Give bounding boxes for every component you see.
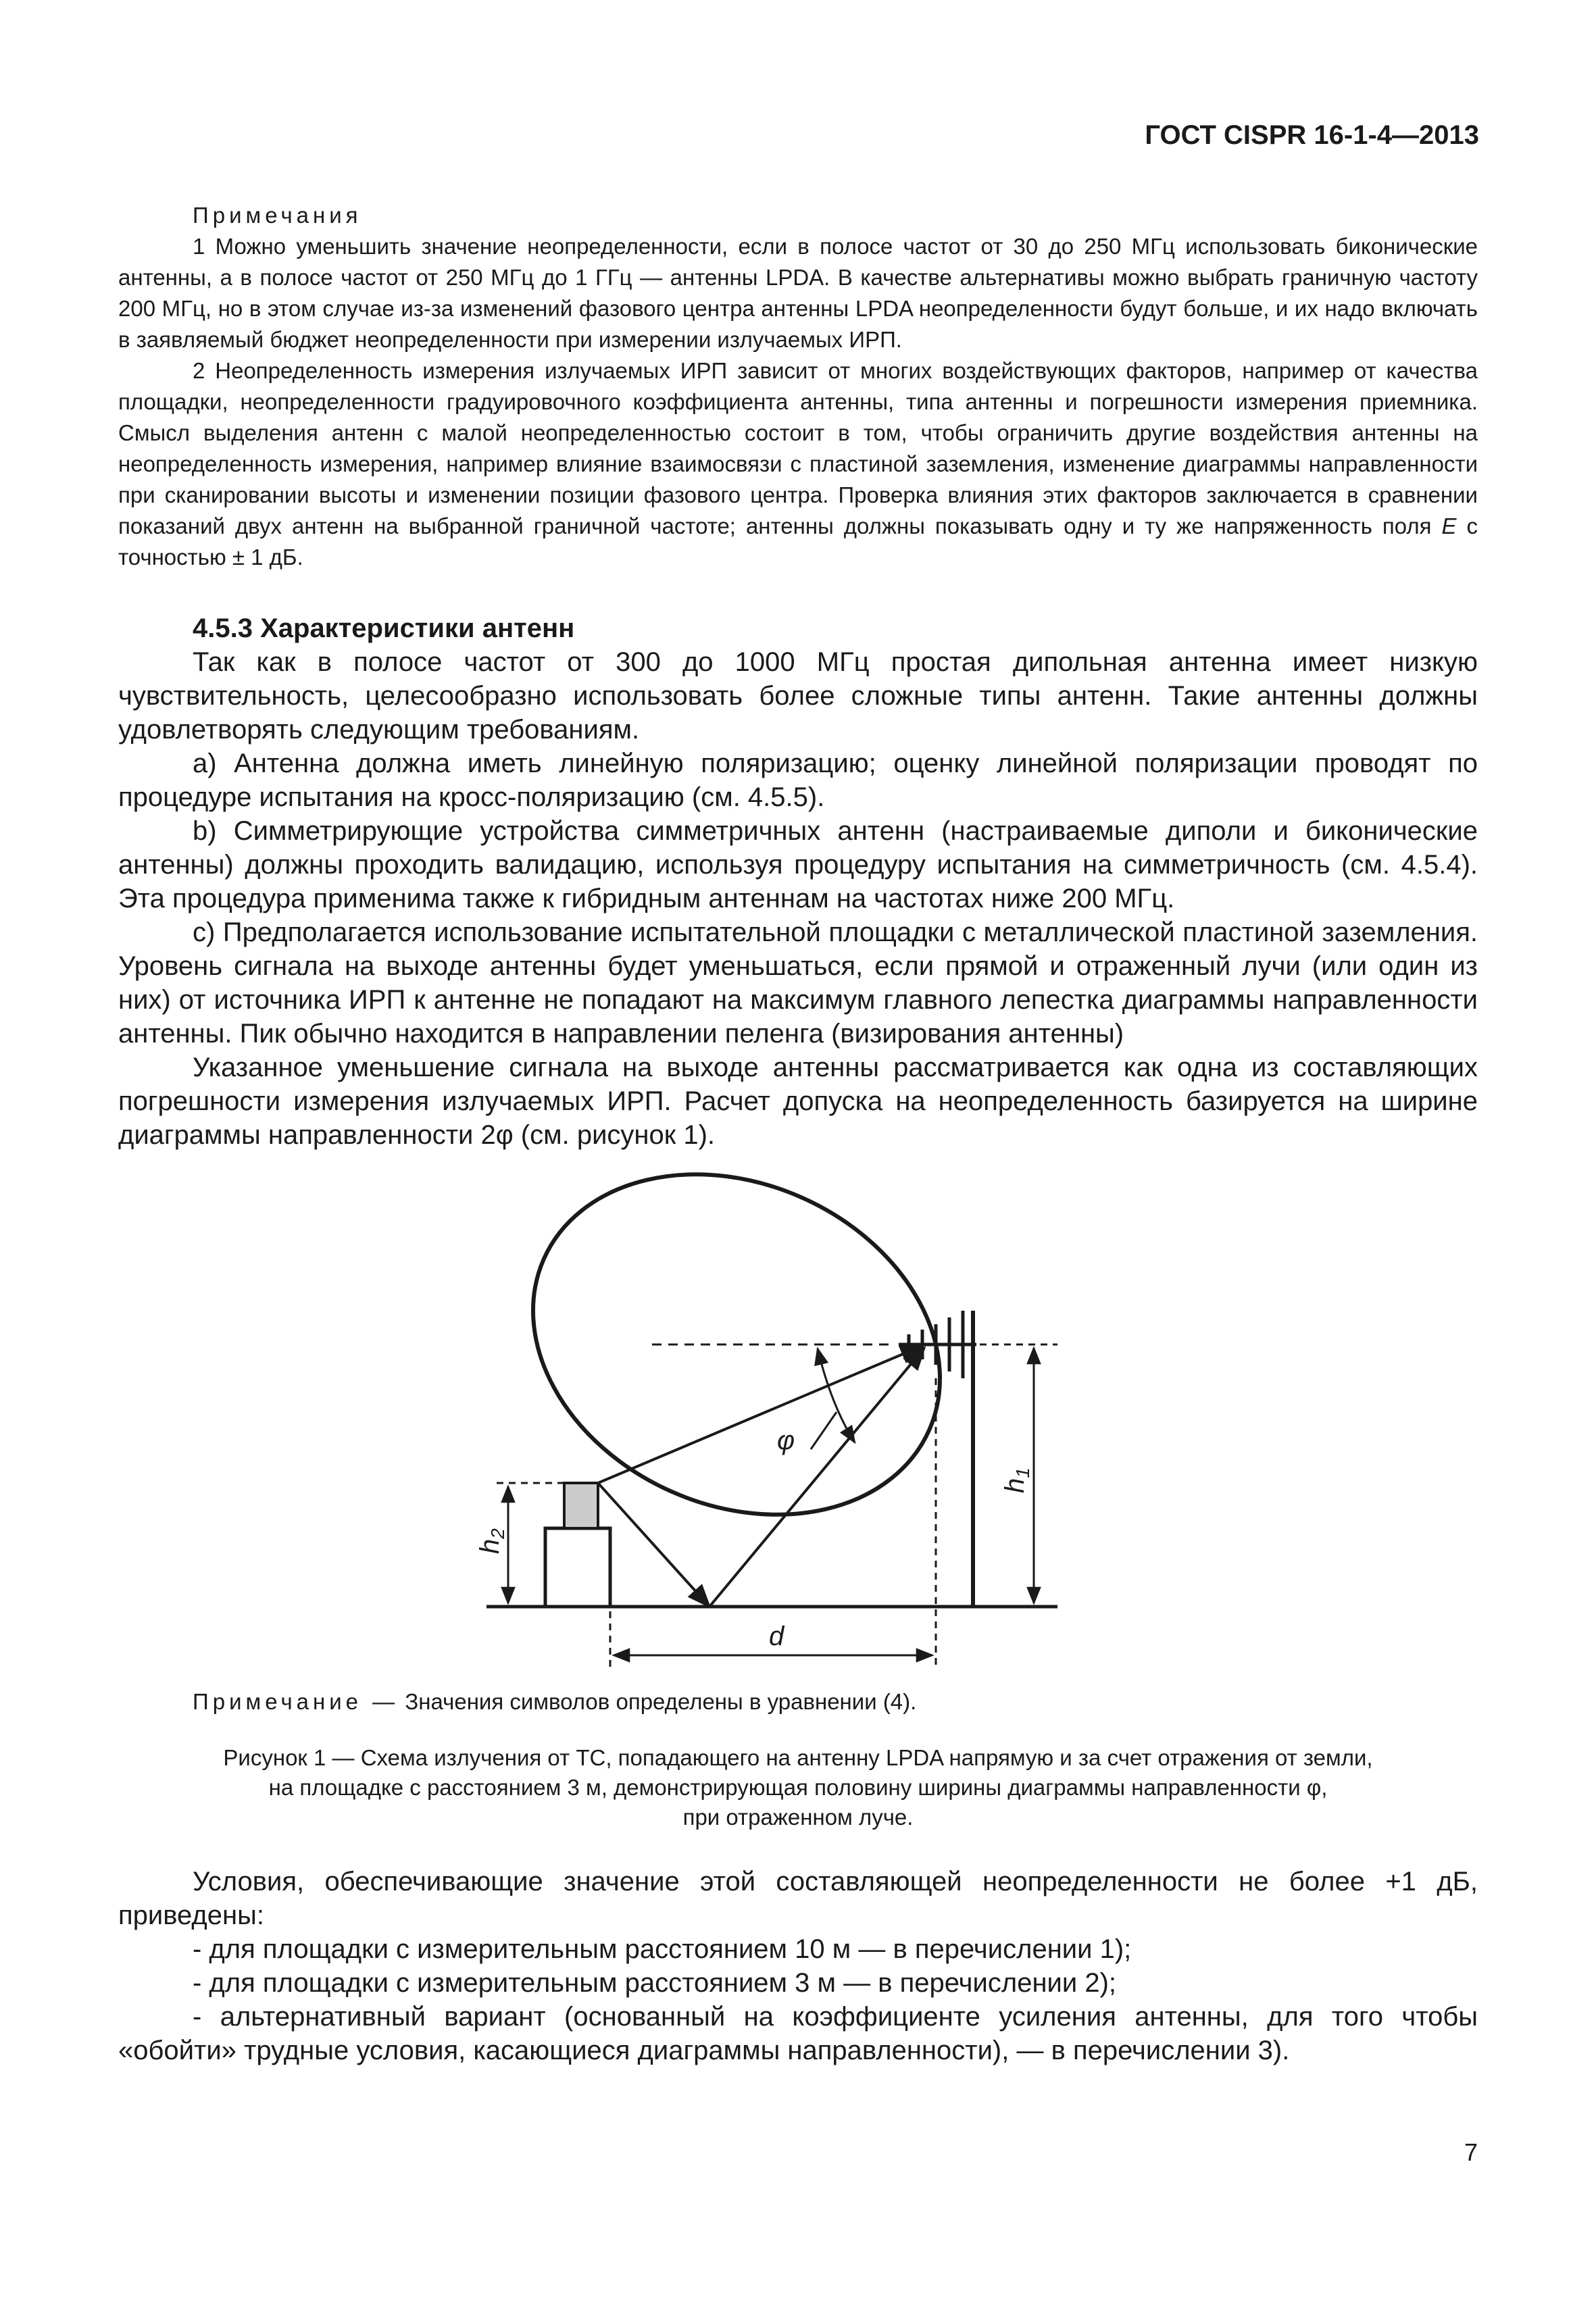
conditions-block bbox=[118, 1865, 1478, 2067]
notes-block bbox=[118, 200, 1478, 573]
note-2 bbox=[118, 355, 1478, 573]
document-header: ГОСТ CISPR 16-1-4—2013 bbox=[1145, 120, 1479, 150]
figure-1-diagram bbox=[0, 1162, 1596, 1651]
conditions-paragraph: Условия, обеспечивающие значение этой составляющей неопределенности не более +1 дБ, приведены: bbox=[118, 1867, 1478, 1930]
figure-note-text: Значения символов определены в уравнении (4). bbox=[405, 1689, 917, 1714]
section-paragraph-1: Так как в полосе частот от 300 до 1000 МГц простая дипольная антенна имеет низкую чувствительность, целесообразно использовать более сложные типы антенн. Такие антенны должны удовлетворять следующим требованиям. bbox=[118, 647, 1478, 745]
caption-line-3: при отраженном луче. bbox=[682, 1805, 914, 1830]
section-block bbox=[118, 611, 1478, 1152]
phi-label: φ bbox=[777, 1426, 795, 1455]
direct-ray bbox=[598, 1346, 922, 1483]
section-title: 4.5.3 Характеристики антенн bbox=[193, 613, 575, 643]
eut-device bbox=[564, 1483, 598, 1528]
note-2-end: с точностью ± 1 дБ. bbox=[118, 513, 1478, 570]
figure-note-prefix: Примечание — bbox=[193, 1689, 399, 1714]
conditions-item-3: - альтернативный вариант (основанный на коэффициенте усиления антенны, для того чтобы «обойти» трудные условия, касающиеся диаграммы направленности), — в перечислении 3). bbox=[118, 2002, 1478, 2065]
h2-label: $h_2$ bbox=[475, 1528, 508, 1554]
h1-label: $h_1$ bbox=[1000, 1467, 1033, 1493]
d-label: d bbox=[769, 1621, 784, 1651]
figure-note bbox=[193, 1689, 916, 1715]
note-1: 1 Можно уменьшить значение неопределенности, если в полосе частот от 30 до 250 МГц использовать биконические антенны, а в полосе частот от 250 МГц до 1 ГГц — антенны LPDA. В качестве альтернативы можно выбрать граничную частоту 200 МГц, но в этом случае из-за изменений фазового центра антенны LPDA неопределенности будут больше, и их надо включать в заявляемый бюджет неопределенности при измерении излучаемых ИРП. bbox=[118, 234, 1478, 352]
section-paragraph-b: b) Симметрирующие устройства симметричных антенн (настраиваемые диполи и биконические антенны) должны проходить валидацию, используя процедуру испытания на симметричность (см. 4.5.4). Эта процедура применима также к гибридным антеннам на частотах ниже 200 МГц. bbox=[118, 816, 1478, 913]
conditions-item-2: - для площадки с измерительным расстоянием 3 м — в перечислении 2); bbox=[193, 1968, 1117, 1998]
phi-leader bbox=[811, 1412, 837, 1449]
section-paragraph-a: a) Антенна должна иметь линейную поляризацию; оценку линейной поляризации проводят по процедуре испытания на кросс-поляризацию (см. 4.5.5). bbox=[118, 749, 1478, 812]
page-number: 7 bbox=[1464, 2138, 1478, 2166]
field-symbol: E bbox=[1441, 513, 1457, 538]
caption-line-2: на площадке с расстоянием 3 м, демонстрирующая половину ширины диаграммы направленности φ, bbox=[268, 1775, 1328, 1800]
figure-caption bbox=[135, 1743, 1461, 1832]
phi-angle-arc bbox=[818, 1349, 855, 1442]
note-2-text: 2 Неопределенность измерения излучаемых ИРП зависит от многих воздействующих факторов, например от качества площадки, неопределенности градуировочного коэффициента антенны, типа антенны и погрешности измерения приемника. Смысл выделения антенн с малой неопределенностью состоит в том, чтобы ограничить другие воздействия антенны на неопределенность измерения, например влияние взаимосвязи с пластиной заземления, изменение диаграммы направленности при сканировании высоты и изменении позиции фазового центра. Проверка влияния этих факторов заключается в сравнении показаний двух антенн на выбранной граничной частоте; антенны должны показывать одну и ту же напряженность поля bbox=[118, 358, 1478, 538]
caption-line-1: Рисунок 1 — Схема излучения от ТС, попадающего на антенну LPDA напрямую и за счет отражения от земли, bbox=[223, 1745, 1373, 1770]
conditions-item-1: - для площадки с измерительным расстоянием 10 м — в перечислении 1); bbox=[193, 1934, 1132, 1964]
eut-table bbox=[545, 1528, 610, 1607]
notes-title: Примечания bbox=[193, 203, 362, 228]
section-paragraph-c: c) Предполагается использование испытательной площадки с металлической пластиной заземления. Уровень сигнала на выходе антенны будет уменьшаться, если прямой и отраженный лучи (или один из них) от источника ИРП к антенне не попадают на максимум главного лепестка диаграммы направленности антенны. Пик обычно находится в направлении пеленга (визирования антенны) bbox=[118, 917, 1478, 1049]
section-paragraph-5: Указанное уменьшение сигнала на выходе антенны рассматривается как одна из составляющих погрешности измерения излучаемых ИРП. Расчет допуска на неопределенность базируется на ширине диаграммы направленности 2φ (см. рисунок 1). bbox=[118, 1053, 1478, 1150]
